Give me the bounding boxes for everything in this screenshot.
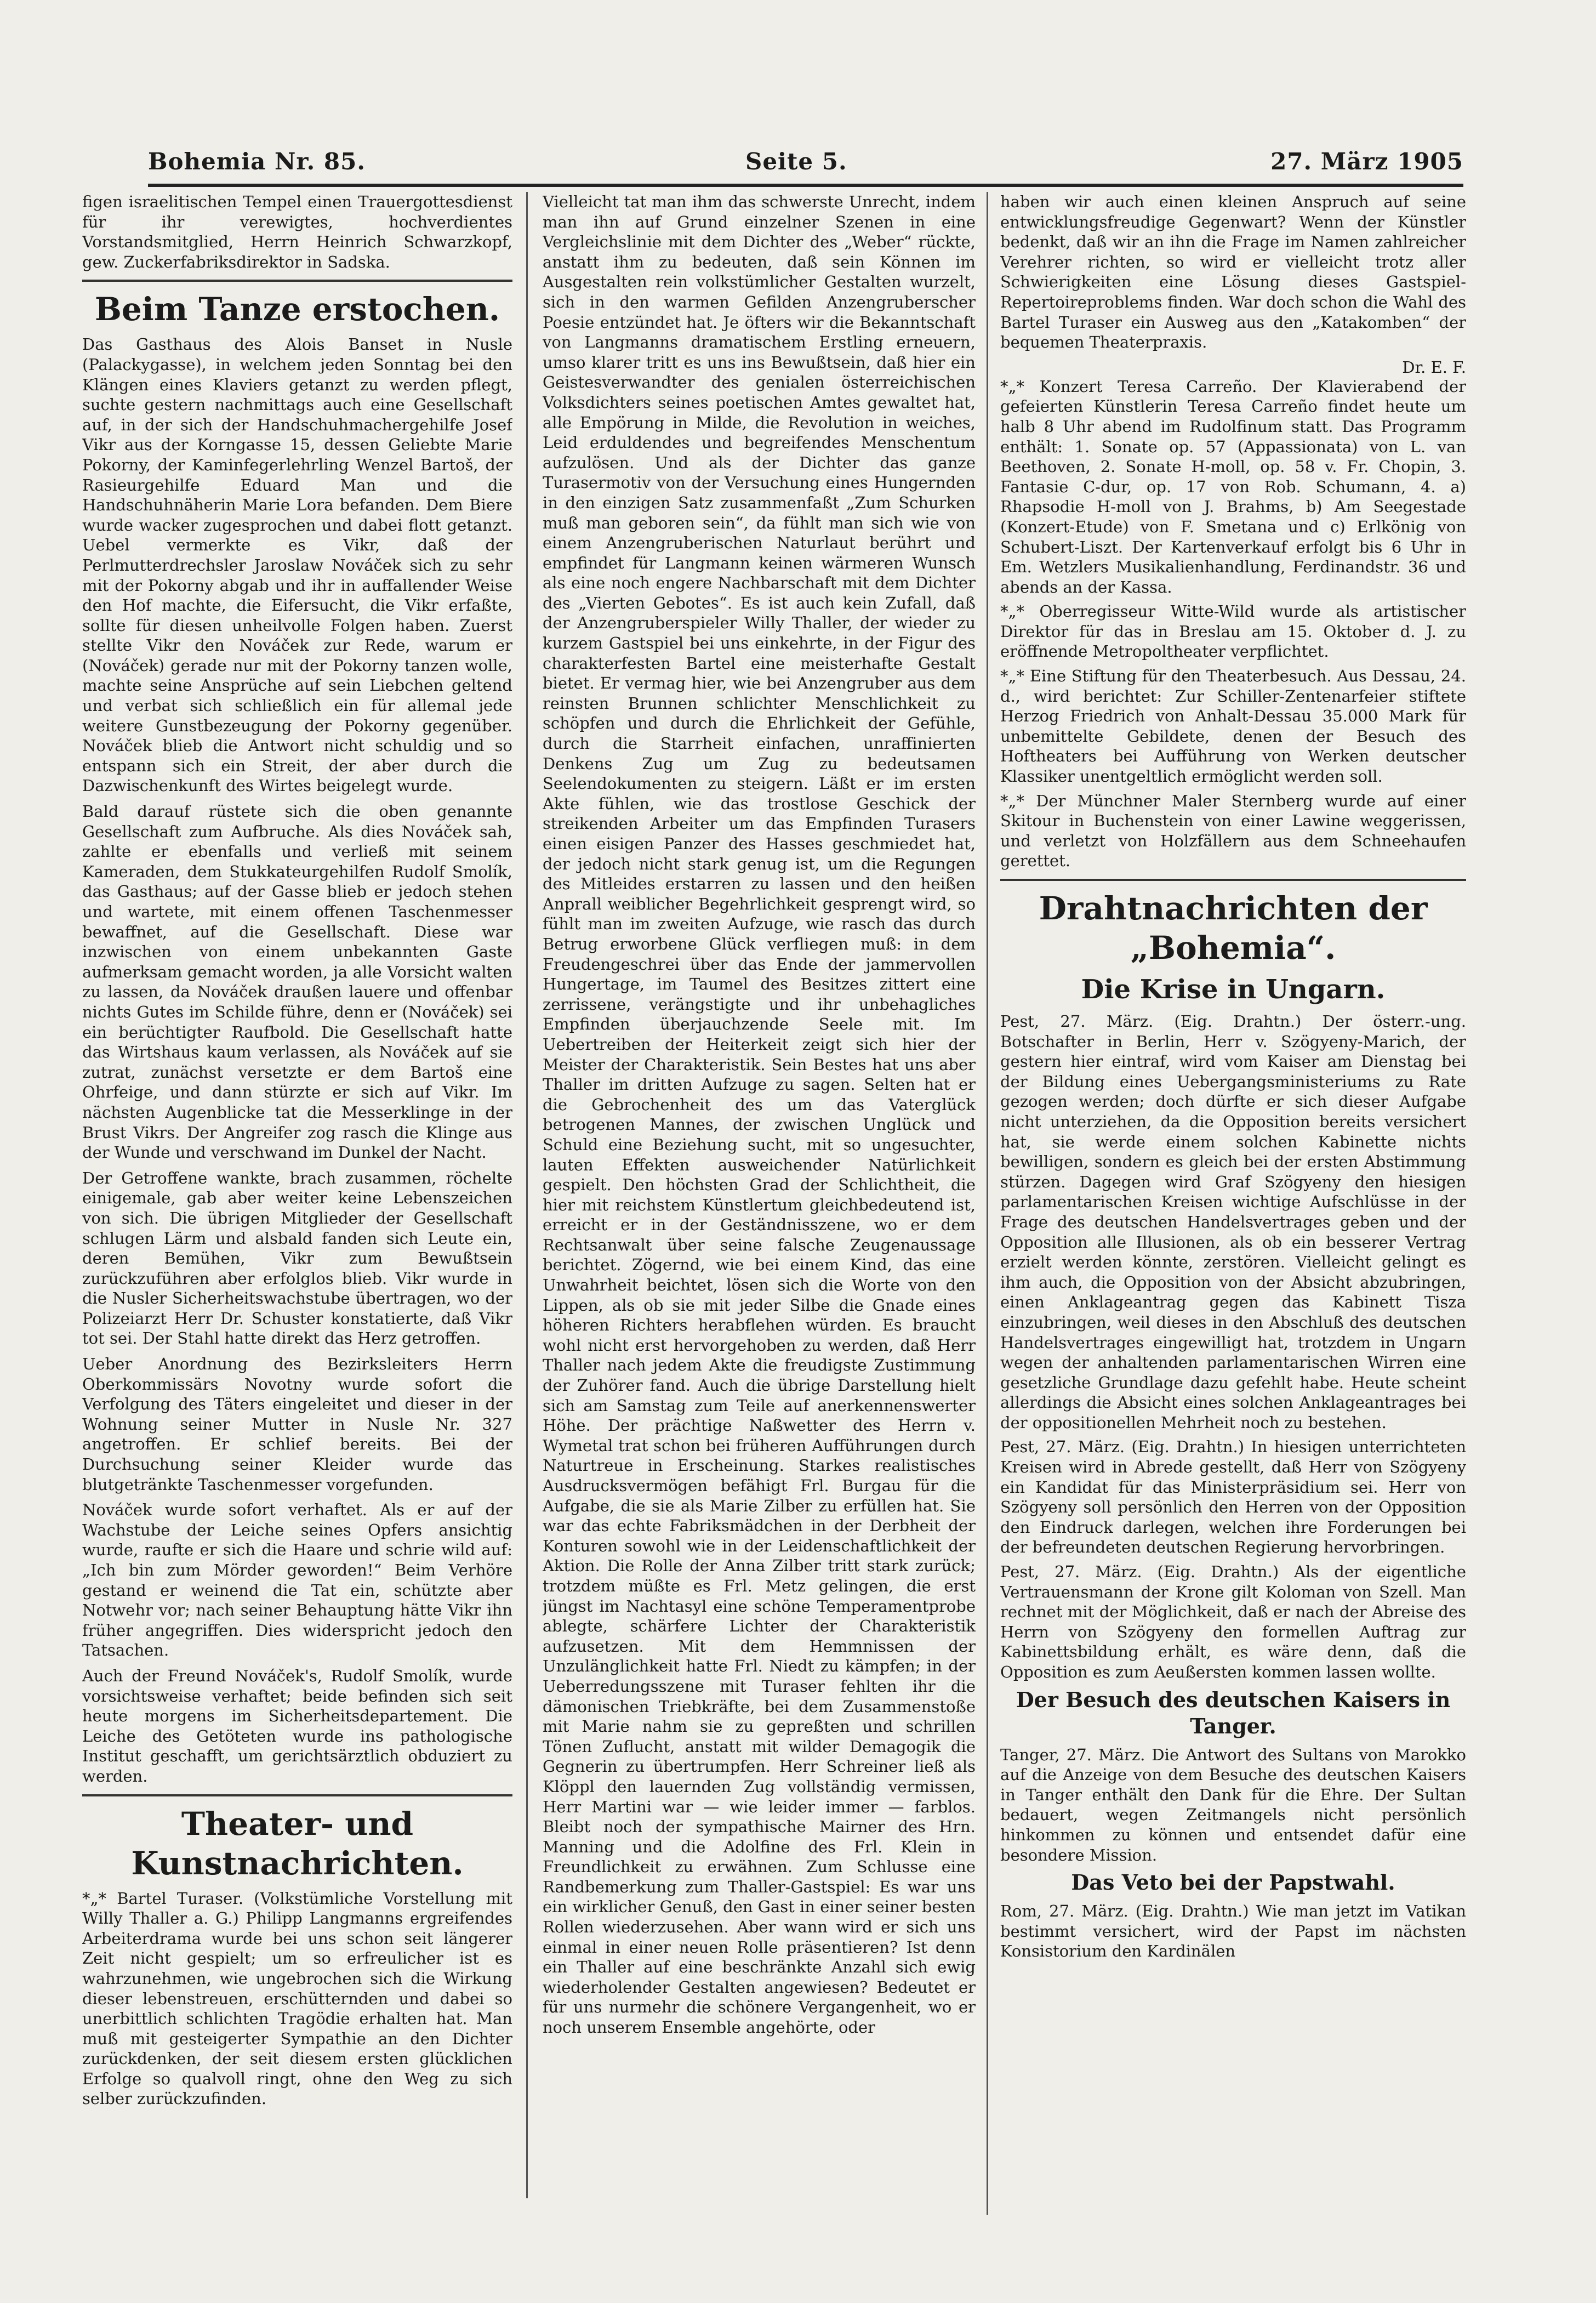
news-item: *„* Konzert Teresa Carreño. Der Klavierabend der gefeierten Künstlerin Teresa Carreño findet heute um halb 8 Uhr abend im Rudolfinum statt. Das Programm enthält: 1. Sonate op. 57 (Appassionata) von L. van Beethoven, 2. Sonate H-moll, op. 58 v. Fr. Chopin, 3. Fantasie C-dur, op. 17 von Rob. Schumann, 4. a) Rhapsodie H-moll von J. Brahms, b) Am Seegestade (Konzert-Etude) von F. Smetana und c) Erlkönig von Schubert-Liszt. Der Kartenverkauf erfolgt bis 6 Uhr in Em. Wetzlers Musikalienhandlung, Ferdinandstr. 36 und abends an der Kassa.	[1000, 377, 1466, 596]
section-rule	[82, 1794, 512, 1796]
column-3	[1000, 192, 1466, 2160]
news-item: Pest, 27. März. (Eig. Drahtn.) Als der eigentliche Vertrauensmann der Krone gilt Koloman von Szell. Man rechnet mit der Möglichkeit, daß er nach der Abreise des Herrn von Szögyeny den formellen Auftrag zur Kabinettsbildung erhält, es wäre denn, daß die Opposition es zum Aeußersten kommen lassen wollte.	[1000, 1562, 1466, 1681]
news-item: *„* Der Münchner Maler Sternberg wurde auf einer Skitour in Buchenstein von einer Lawine weggerissen, und verletzt von Holzfällern aus dem Schneehaufen gerettet.	[1000, 791, 1466, 871]
column-divider	[526, 192, 528, 2198]
column-1	[82, 192, 512, 2204]
news-item: Rom, 27. März. (Eig. Drahtn.) Wie man jetzt im Vatikan bestimmt versichert, wird der Papst im nächsten Konsistorium den Kardinälen	[1000, 1902, 1466, 1961]
article-text: Ueber Anordnung des Bezirksleiters Herrn Oberkommissärs Novotny wurde sofort die Verfolgung des Täters eingeleitet und dieser in der Wohnung seiner Mutter in Nusle Nr. 327 angetroffen. Er schlief bereits. Bei der Durchsuchung seiner Kleider wurde das blutgetränkte Taschenmesser vorgefunden.	[82, 1355, 512, 1494]
author-signature: Dr. E. F.	[1402, 357, 1466, 377]
article-text: *„* Bartel Turaser. (Volkstümliche Vorstellung mit Willy Thaller a. G.) Philipp Langmanns ergreifendes Arbeiterdrama wurde bei uns schon seit längerer Zeit nicht gespielt; um so erfreulicher ist es wahrzunehmen, wie ungebrochen sich die Wirkung dieser lebenstreuen, erschütternden und dabei so unerbittlich schlichten Tragödie erhalten hat. Man muß mit gesteigerter Sympathie an den Dichter zurückdenken, der seit diesem ersten glücklichen Erfolge so qualvoll ringt, ohne den Weg zu sich selber zurückzufinden.	[82, 1889, 512, 2108]
news-item: Pest, 27. März. (Eig. Drahtn.) In hiesigen unterrichteten Kreisen wird in Abrede gestellt, daß Herr von Szögyeny ein Kandidat für das Ministerpräsidium sei. Herr von Szögyeny soll persönlich den Herren von der Opposition den Eindruck darlegen, welchen ihre Forderungen bei der befreundeten deutschen Regierung hervorbringen.	[1000, 1437, 1466, 1557]
article-text: Das Gasthaus des Alois Banset in Nusle (Palackygasse), in welchem jeden Sonntag bei den Klängen eines Klaviers getanzt zu werden pflegt, suchte gestern nachmittags auch eine Gesellschaft auf, in der sich der Handschuhmachergehilfe Josef Vikr aus der Korngasse 15, dessen Geliebte Marie Pokorny, der Kaminfegerlehrling Wenzel Bartoš, der Rasieurgehilfe Eduard Man und die Handschuhnäherin Marie Lora befanden. Dem Biere wurde wacker zugesprochen und dabei flott getanzt. Uebel vermerkte es Vikr, daß der Perlmutterdrechsler Jaroslaw Nováček sich zu sehr mit der Pokorny abgab und ihr in auffallender Weise den Hof machte, die Eifersucht, die Vikr erfaßte, sollte für diesen unheilvolle Folgen haben. Zuerst stellte Vikr den Nováček zur Rede, warum er (Nováček) gerade nur mit der Pokorny tanzen wolle, machte seine Ansprüche auf sein Liebchen geltend und verbat sich schließlich ein für allemal jede weitere Gunstbezeugung der Pokorny gegenüber. Nováček blieb die Antwort nicht schuldig und so entspann sich ein Streit, der aber durch die Dazwischenkunft des Wirtes beigelegt wurde.	[82, 335, 512, 795]
article-text: Bald darauf rüstete sich die oben genannte Gesellschaft zum Aufbruche. Als dies Nováček sah, zahlte er ebenfalls und verließ mit seinem Kameraden, dem Stukkateurgehilfen Rudolf Smolík, das Gasthaus; auf der Gasse blieb er jedoch stehen und wartete, mit einem offenen Taschenmesser bewaffnet, auf die Gesellschaft. Diese war inzwischen von einem unbekannten Gaste aufmerksam gemacht worden, ja alle Vorsicht walten zu lassen, da Nováček draußen lauere und offenbar nichts Gutes im Schilde führe, denn er (Nováček) sei ein berüchtigter Raufbold. Die Gesellschaft hatte das Wirtshaus kaum verlassen, als Nováček auf sie zutrat, zunächst versetzte er dem Bartoš eine Ohrfeige, und dann stürzte er sich auf Vikr. Im nächsten Augenblicke tat die Messerklinge in der Brust Vikrs. Der Angreifer zog rasch die Klinge aus der Wunde und verschwand im Dunkel der Nacht.	[82, 802, 512, 1162]
section-rule	[82, 280, 512, 282]
article-text: Vielleicht tat man ihm das schwerste Unrecht, indem man ihn auf Grund einzelner Szenen in eine Vergleichslinie mit dem Dichter des „Weber“ rückte, anstatt ihm zu bedeuten, daß sein Können im Ausgestalten rein volkstümlicher Gestalten wurzelt, sich in den warmen Gefilden Anzengruberscher Poesie entzündet hat. Je öfters wir die Bekanntschaft von Langmanns dramatischem Erstling erneuern, umso klarer tritt es uns ins Bewußtsein, daß hier ein Geistesverwandter des genialen österreichischen Volksdichters seines poetischen Amtes gewaltet hat, alle Empörung in Milde, die Revolution in weiches, Leid erduldendes und begreifendes Menschentum aufzulösen. Und als der Dichter das ganze Turasermotiv von der Versuchung eines Hungernden in den einzigen Satz zusammenfaßt „Zum Schurken muß man geboren sein“, da fühlt man sich wie von einem Anzengruberischen Naturlaut berührt und empfindet für Langmann keinen wärmeren Wunsch als eine noch engere Nachbarschaft mit dem Dichter des „Vierten Gebotes“. Es ist auch kein Zufall, daß der Anzengruberspieler Willy Thaller, der wieder zu kurzem Gastspiel bei uns einkehrte, in der Figur des charakterfesten Bartel eine meisterhafte Gestalt bietet. Er vermag hier, wie bei Anzengruber aus dem reinsten Brunnen schlichter Menschlichkeit zu schöpfen und durch die Ehrlichkeit der Gefühle, durch die Starrheit einfachen, unraffinierten Denkens Zug um Zug zu bedeutsamen Seelendokumenten zu steigern. Läßt er im ersten Akte fühlen, wie das trostlose Geschick der streikenden Arbeiter um das Empfinden Turasers einen eisigen Panzer des Hasses geschmiedet hat, der jedoch nicht stark genug ist, um die Regungen des Mitleides erstarren zu lassen und den heißen Anprall weiblicher Begehrlichkeit gesprengt wird, so fühlt man im zweiten Aufzuge, wie rasch das durch Betrug erworbene Glück verfliegen muß: in dem Freudengeschrei über das Ende der jammervollen Hungertage, im Taumel des Besitzes zittert eine zerrissene, verängstigte und ihr unbehagliches Empfinden überjauchzende Seele mit. Im Uebertreiben der Heiterkeit zeigt sich hier der Meister der Charakteristik. Sein Bestes hat uns aber Thaller im dritten Aufzuge zu sagen. Selten hat er die Gebrochenheit des um das Vaterglück betrogenen Mannes, der zwischen Unglück und Schuld eine Beziehung sucht, mit so ungesuchter, lauten Effekten ausweichender Natürlichkeit gespielt. Den höchsten Grad der Schlichtheit, die hier mit reichstem Künstlertum gleichbedeutend ist, erreicht er in der Geständnisszene, wo er dem Rechtsanwalt über seine falsche Zeugenaussage berichtet. Zögernd, wie bei einem Kind, das eine Unwahrheit beichtet, lösen sich die Worte von den Lippen, als ob sie mit jeder Silbe die Gnade eines höheren Richters herabflehen würden. Es braucht wohl nicht erst hervorgehoben zu werden, daß Herr Thaller nach jedem Akte die freudigste Zustimmung der Zuhörer fand. Auch die übrige Darstellung hielt sich am Samstag zum Teile auf anerkennenswerter Höhe. Der prächtige Naßwetter des Herrn v. Wymetal trat schon bei früheren Aufführungen durch Naturtreue in Erscheinung. Starkes realistisches Ausdrucksvermögen befähigt Frl. Burgau für die Aufgabe, die sie als Marie Zilber zu erfüllen hat. Sie war das echte Fabriksmädchen in der Derbheit der Konturen sowohl wie in der Leidenschaftlichkeit der Aktion. Die Rolle der Anna Zilber tritt stark zurück; trotzdem müßte es Frl. Metz gelingen, die erst jüngst im Nachtasyl eine schöne Temperamentprobe ablegte, schärfere Lichter der Charakteristik aufzusetzen. Mit dem Hemmnissen der Unzulänglichkeit hatte Frl. Niedt zu kämpfen; in der Ueberredungsszene mit Turaser fehlten ihr die dämonischen Triebkräfte, bei dem Zusammenstoße mit Marie nahm sie zu gepreßten und schrillen Tönen Zuflucht, anstatt mit wilder Demagogik die Gegnerin zu übertrumpfen. Herr Schreiner ließ als Klöppl den lauernden Zug vollständig vermissen, Herr Martini war — wie leider immer — farblos. Bleibt noch der sympathische Mairner des Hrn. Manning und die Adolfine des Frl. Klein in Freundlichkeit zu erwähnen. Zum Schlusse eine Randbemerkung zum Thaller-Gastspiel: Es war uns ein wirklicher Genuß, den Gast in einer seiner besten Rollen wiederzusehen. Aber wann wird er sich uns einmal in einer neuen Rolle präsentieren? Ist denn ein Thaller auf eine beschränkte Anzahl sich ewig wiederholender Gestalten angewiesen? Bedeutet er für uns nurmehr die schönere Vergangenheit, wo er noch unserem Ensemble angehörte, oder	[543, 192, 976, 2037]
masthead-date: 27. März 1905	[1270, 148, 1463, 175]
column-divider	[987, 192, 988, 2215]
masthead-rule	[148, 184, 1463, 187]
masthead	[148, 148, 1463, 181]
masthead-issue: Bohemia Nr. 85.	[148, 148, 366, 175]
news-item: *„* Oberregisseur Witte-Wild wurde als artistischer Direktor für das in Breslau am 15. Oktober d. J. zu eröffnende Metropoltheater verpflichtet.	[1000, 602, 1466, 661]
article-text: Nováček wurde sofort verhaftet. Als er auf der Wachstube der Leiche seines Opfers ansichtig wurde, raufte er sich die Haare und schrie wild auf: „Ich bin zum Mörder geworden!“ Beim Verhöre gestand er weinend die Tat ein, schützte aber Notwehr vor; nach seiner Behauptung hätte Vikr ihn früher angegriffen. Dies widerspricht jedoch den Tatsachen.	[82, 1500, 512, 1660]
column-2	[543, 192, 976, 2215]
masthead-page-number: Seite 5.	[745, 148, 847, 175]
section-rule	[1000, 879, 1466, 881]
news-item: Tanger, 27. März. Die Antwort des Sultans von Marokko auf die Anzeige von dem Besuche des deutschen Kaisers in Tanger enthält den Dank für die Ehre. Der Sultan bedauert, wegen Zeitmangels nicht persönlich hinkommen zu können und entsendet dafür eine besondere Mission.	[1000, 1745, 1466, 1864]
article-heading: Der Besuch des deutschen Kaisers in Tanger.	[1016, 1687, 1451, 1738]
article-heading: Die Krise in Ungarn.	[1081, 974, 1386, 1005]
article-text: figen israelitischen Tempel einen Trauergottesdienst für ihr verewigtes, hochverdientes Vorstandsmitglied, Herrn Heinrich Schwarzkopf, gew. Zuckerfabriksdirektor in Sadska.	[82, 192, 512, 271]
news-item: Pest, 27. März. (Eig. Drahtn.) Der österr.-ung. Botschafter in Berlin, Herr v. Szögyeny-Marich, der gestern hier eintraf, wird vom Kaiser am Dienstag bei der Bildung eines Uebergangsministeriums zu Rate gezogen werden; doch dürfte er sich dieser Aufgabe nicht unterziehen, da die Opposition bereits versichert hat, sie werde einem solchen Kabinette nichts bewilligen, sondern es gleich bei der ersten Abstimmung stürzen. Dagegen wird Graf Szögyeny den hiesigen parlamentarischen Kreisen wichtige Aufschlüsse in der Frage des deutschen Handelsvertrages geben und der Opposition alle Illusionen, als ob ein besserer Vertrag erzielt werden könnte, zerstören. Vielleicht gelingt es ihm auch, die Opposition von der Absicht abzubringen, einen Anklageantrag gegen das Kabinett Tisza einzubringen, weil dieses in den Abschluß des deutschen Handelsvertrages eingewilligt hat, trotzdem in Ungarn wegen der anhaltenden parlamentarischen Wirren eine gesetzliche Grundlage dazu gefehlt habe. Heute scheint allerdings die Absicht eines solchen Anklageantrages bei der oppositionellen Mehrheit noch zu bestehen.	[1000, 1012, 1466, 1432]
article-text: Der Getroffene wankte, brach zusammen, röchelte einigemale, gab aber weiter keine Lebenszeichen von sich. Die übrigen Mitglieder der Gesellschaft schlugen Lärm und alsbald fanden sich Leute ein, deren Bemühen, Vikr zum Bewußtsein zurückzuführen aber erfolglos blieb. Vikr wurde in die Nusler Sicherheitswachstube übertragen, wo der Polizeiarzt Herr Dr. Schuster konstatierte, daß Vikr tot sei. Der Stahl hatte direkt das Herz getroffen.	[82, 1168, 512, 1348]
article-text: haben wir auch einen kleinen Anspruch auf seine entwicklungsfreudige Gegenwart? Wenn der Künstler bedenkt, daß wir an ihn die Frage im Namen zahlreicher Verehrer richten, so wird er vielleicht trotz aller Schwierigkeiten eine Lösung dieses Gastspiel-Repertoireproblems finden. War doch schon die Wahl des Bartel Turaser ein Ausweg aus den „Katakomben“ der bequemen Theaterpraxis.	[1000, 192, 1466, 352]
article-text: Auch der Freund Nováček's, Rudolf Smolík, wurde vorsichtsweise verhaftet; beide befinden sich seit heute morgens im Sicherheitsdepartement. Die Leiche des Getöteten wurde ins pathologische Institut geschafft, um gerichtsärztlich obduziert zu werden.	[82, 1666, 512, 1785]
section-heading: Theater- und Kunstnachrichten.	[131, 1805, 464, 1882]
article-heading: Beim Tanze erstochen.	[94, 291, 500, 328]
news-item: *„* Eine Stiftung für den Theaterbesuch. Aus Dessau, 24. d., wird berichtet: Zur Schiller-Zentenarfeier stiftete Herzog Friedrich von Anhalt-Dessau 35.000 Mark für unbemittelte Gebildete, denen der Besuch des Hoftheaters bei Aufführung von Werken deutscher Klassiker unentgeltlich ermöglicht werden soll.	[1000, 667, 1466, 786]
section-heading: Drahtnachrichten der „Bohemia“.	[1039, 890, 1428, 966]
article-heading: Das Veto bei der Papstwahl.	[1071, 1870, 1395, 1895]
